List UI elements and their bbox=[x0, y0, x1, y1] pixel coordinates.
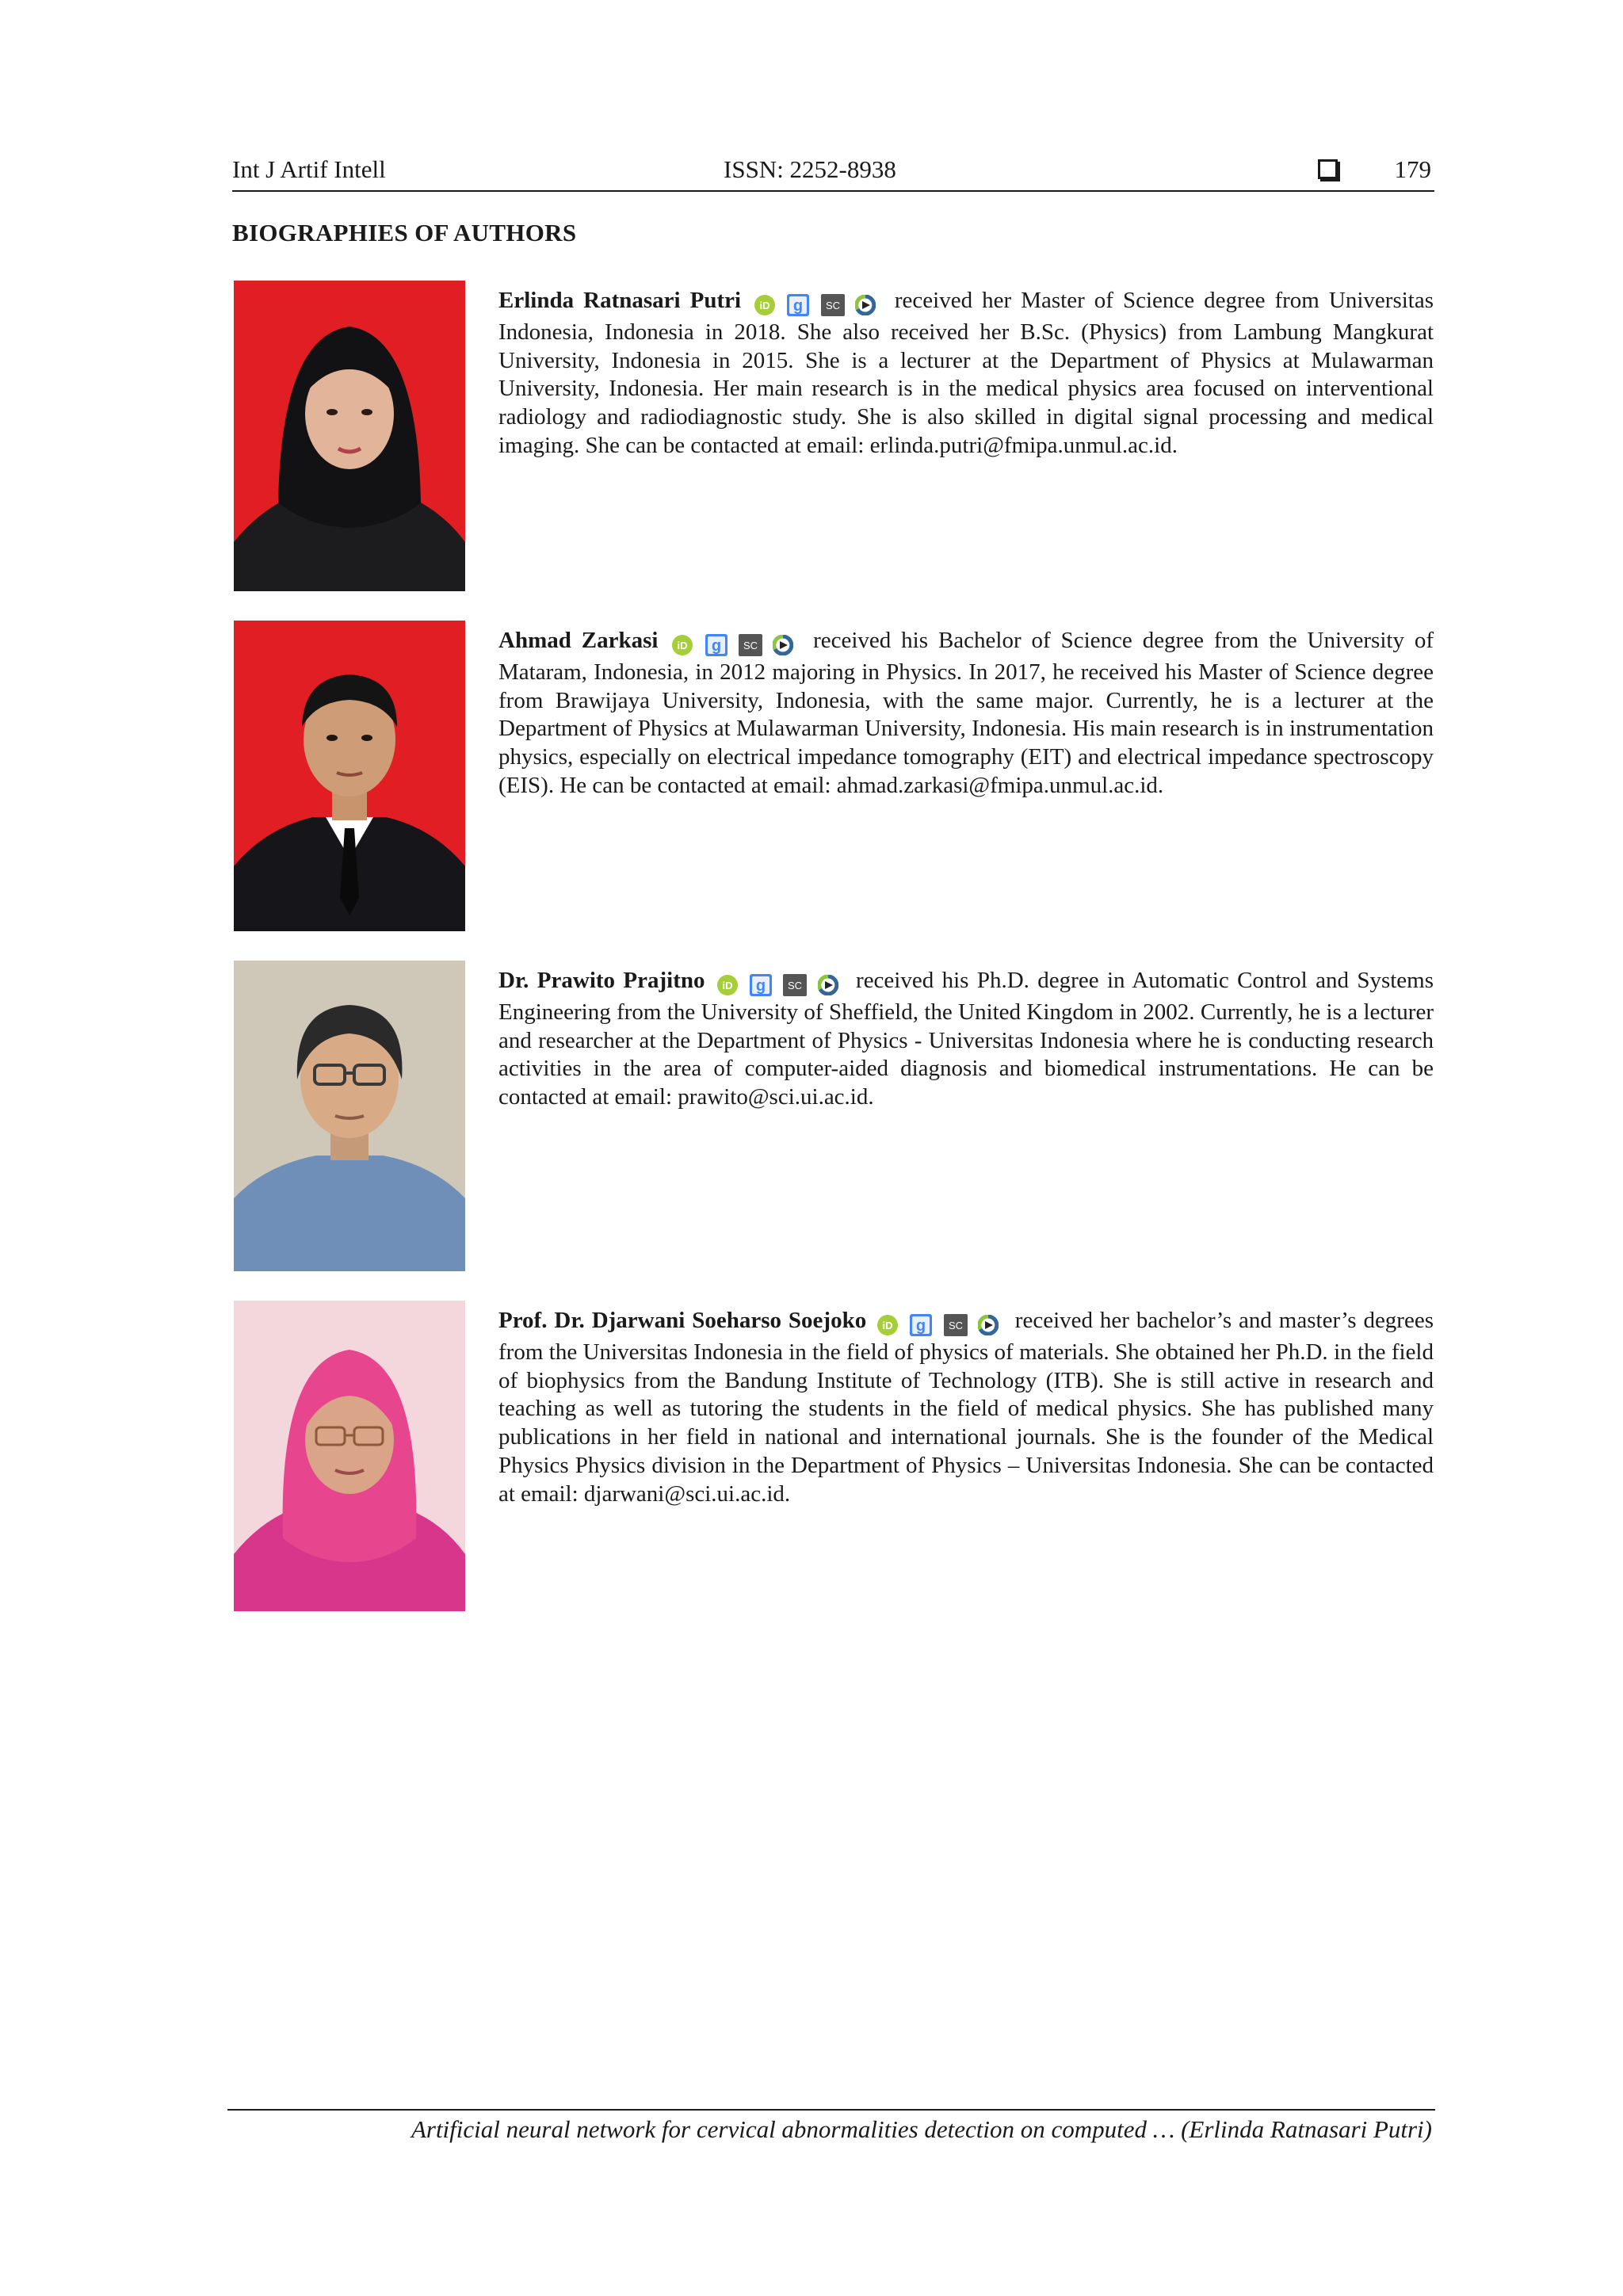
page-number: 179 bbox=[1394, 155, 1431, 183]
google-scholar-icon[interactable] bbox=[909, 1313, 933, 1337]
author-block-3 bbox=[234, 961, 1434, 1271]
svg-text:g: g bbox=[793, 297, 804, 315]
profile-links bbox=[716, 970, 843, 999]
publons-icon[interactable] bbox=[818, 975, 838, 995]
author-block-1 bbox=[234, 281, 1434, 591]
footer-citation: Artificial neural network for cervical abnormalities detection on computed … (Erlinda Ratnasari Putri) bbox=[411, 2115, 1432, 2143]
svg-text:SC: SC bbox=[743, 640, 758, 652]
orcid-icon[interactable] bbox=[754, 294, 776, 316]
author-photo-image bbox=[234, 281, 465, 591]
issn: ISSN: 2252-8938 bbox=[724, 155, 896, 183]
author-bio bbox=[498, 627, 1434, 800]
google-scholar-icon[interactable] bbox=[705, 633, 728, 657]
author-name: Prof. Dr. Djarwani Soeharso Soejoko bbox=[498, 1308, 867, 1333]
publons-icon[interactable] bbox=[978, 1315, 999, 1335]
publons-icon[interactable] bbox=[773, 635, 793, 655]
author-bio-text: received his Ph.D. degree in Automatic Control and Systems Engineering from the University of Sheffield, the United Kingdom in 2002. Currently, he is a lecturer and researcher at the Department of Physics - Universitas Indonesia where he is conducting research activities in the area of computer-aided diagnosis and biomedical instrumentations. He can be contacted at email: prawito@sci.ui.ac.id. bbox=[498, 968, 1434, 1110]
author-block-4 bbox=[234, 1301, 1434, 1611]
running-header bbox=[232, 154, 1434, 192]
author-photo bbox=[234, 281, 465, 591]
author-photo-image bbox=[234, 621, 465, 931]
author-photo-image bbox=[234, 1301, 465, 1611]
profile-links bbox=[876, 1310, 1003, 1339]
journal-name: Int J Artif Intell bbox=[232, 155, 386, 183]
box-bullet-icon bbox=[1318, 159, 1338, 179]
google-scholar-icon[interactable] bbox=[786, 293, 810, 317]
scopus-icon[interactable] bbox=[783, 974, 807, 996]
author-photo bbox=[234, 1301, 465, 1611]
svg-text:iD: iD bbox=[677, 640, 688, 652]
author-block-2 bbox=[234, 621, 1434, 931]
author-photo-image bbox=[234, 961, 465, 1271]
author-name: Dr. Prawito Prajitno bbox=[498, 968, 705, 993]
orcid-icon[interactable] bbox=[716, 974, 739, 996]
author-bio-text: received his Bachelor of Science degree from the University of Mataram, Indonesia, in 2012 majoring in Physics. In 2017, he received his Master of Science degree from Brawijaya University, Indonesia, with the same major. Currently, he is a lecturer at the Department of Physics at Mulawarman University, Indonesia. His main research is in instrumentation physics, especially on electrical impedance tomography (EIT) and electrical impedance spectroscopy (EIS). He can be contacted at email: ahmad.zarkasi@fmipa.unmul.ac.id. bbox=[498, 628, 1434, 798]
section-title: BIOGRAPHIES OF AUTHORS bbox=[232, 219, 577, 246]
profile-links bbox=[671, 630, 798, 659]
author-name: Ahmad Zarkasi bbox=[498, 628, 659, 653]
author-bio-text: received her Master of Science degree from Universitas Indonesia, Indonesia in 2018. She also received her B.Sc. (Physics) from Lambung Mangkurat University, Indonesia in 2015. She is a lecturer at the Department of Physics at Mulawarman University, Indonesia. Her main research is in the medical physics area focused on interventional radiology and radiodiagnostic study. She is also skilled in digital signal processing and medical imaging. She can be contacted at email: erlinda.putri@fmipa.unmul.ac.id. bbox=[498, 288, 1434, 458]
author-name: Erlinda Ratnasari Putri bbox=[498, 288, 742, 313]
svg-text:iD: iD bbox=[722, 980, 733, 992]
author-bio bbox=[498, 1307, 1434, 1509]
scopus-icon[interactable] bbox=[821, 294, 845, 316]
svg-text:g: g bbox=[756, 977, 766, 995]
svg-text:iD: iD bbox=[882, 1320, 893, 1332]
running-footer bbox=[227, 2109, 1435, 2143]
publons-icon[interactable] bbox=[855, 295, 876, 315]
scopus-icon[interactable] bbox=[944, 1314, 968, 1336]
svg-text:SC: SC bbox=[788, 980, 803, 992]
scopus-icon[interactable] bbox=[739, 634, 762, 656]
svg-text:iD: iD bbox=[759, 300, 770, 312]
author-bio bbox=[498, 287, 1434, 460]
svg-text:g: g bbox=[711, 637, 721, 655]
svg-text:SC: SC bbox=[948, 1320, 963, 1332]
author-photo bbox=[234, 621, 465, 931]
google-scholar-icon[interactable] bbox=[749, 973, 773, 997]
profile-links bbox=[754, 290, 880, 319]
svg-text:g: g bbox=[916, 1317, 926, 1335]
author-photo bbox=[234, 961, 465, 1271]
author-bio bbox=[498, 967, 1434, 1112]
orcid-icon[interactable] bbox=[671, 634, 693, 656]
orcid-icon[interactable] bbox=[876, 1314, 899, 1336]
svg-text:SC: SC bbox=[825, 300, 840, 312]
author-bio-text: received her bachelor’s and master’s degrees from the Universitas Indonesia in the field of physics of materials. She obtained her Ph.D. in the field of biophysics from the Bandung Institute of Technology (ITB). She is still active in research and teaching as well as tutoring the students in the field of medical physics. She has published many publications in her field in national and international journals. She is the founder of the Medical Physics Physics division in the Department of Physics – Universitas Indonesia. She can be contacted at email: djarwani@sci.ui.ac.id. bbox=[498, 1308, 1434, 1507]
